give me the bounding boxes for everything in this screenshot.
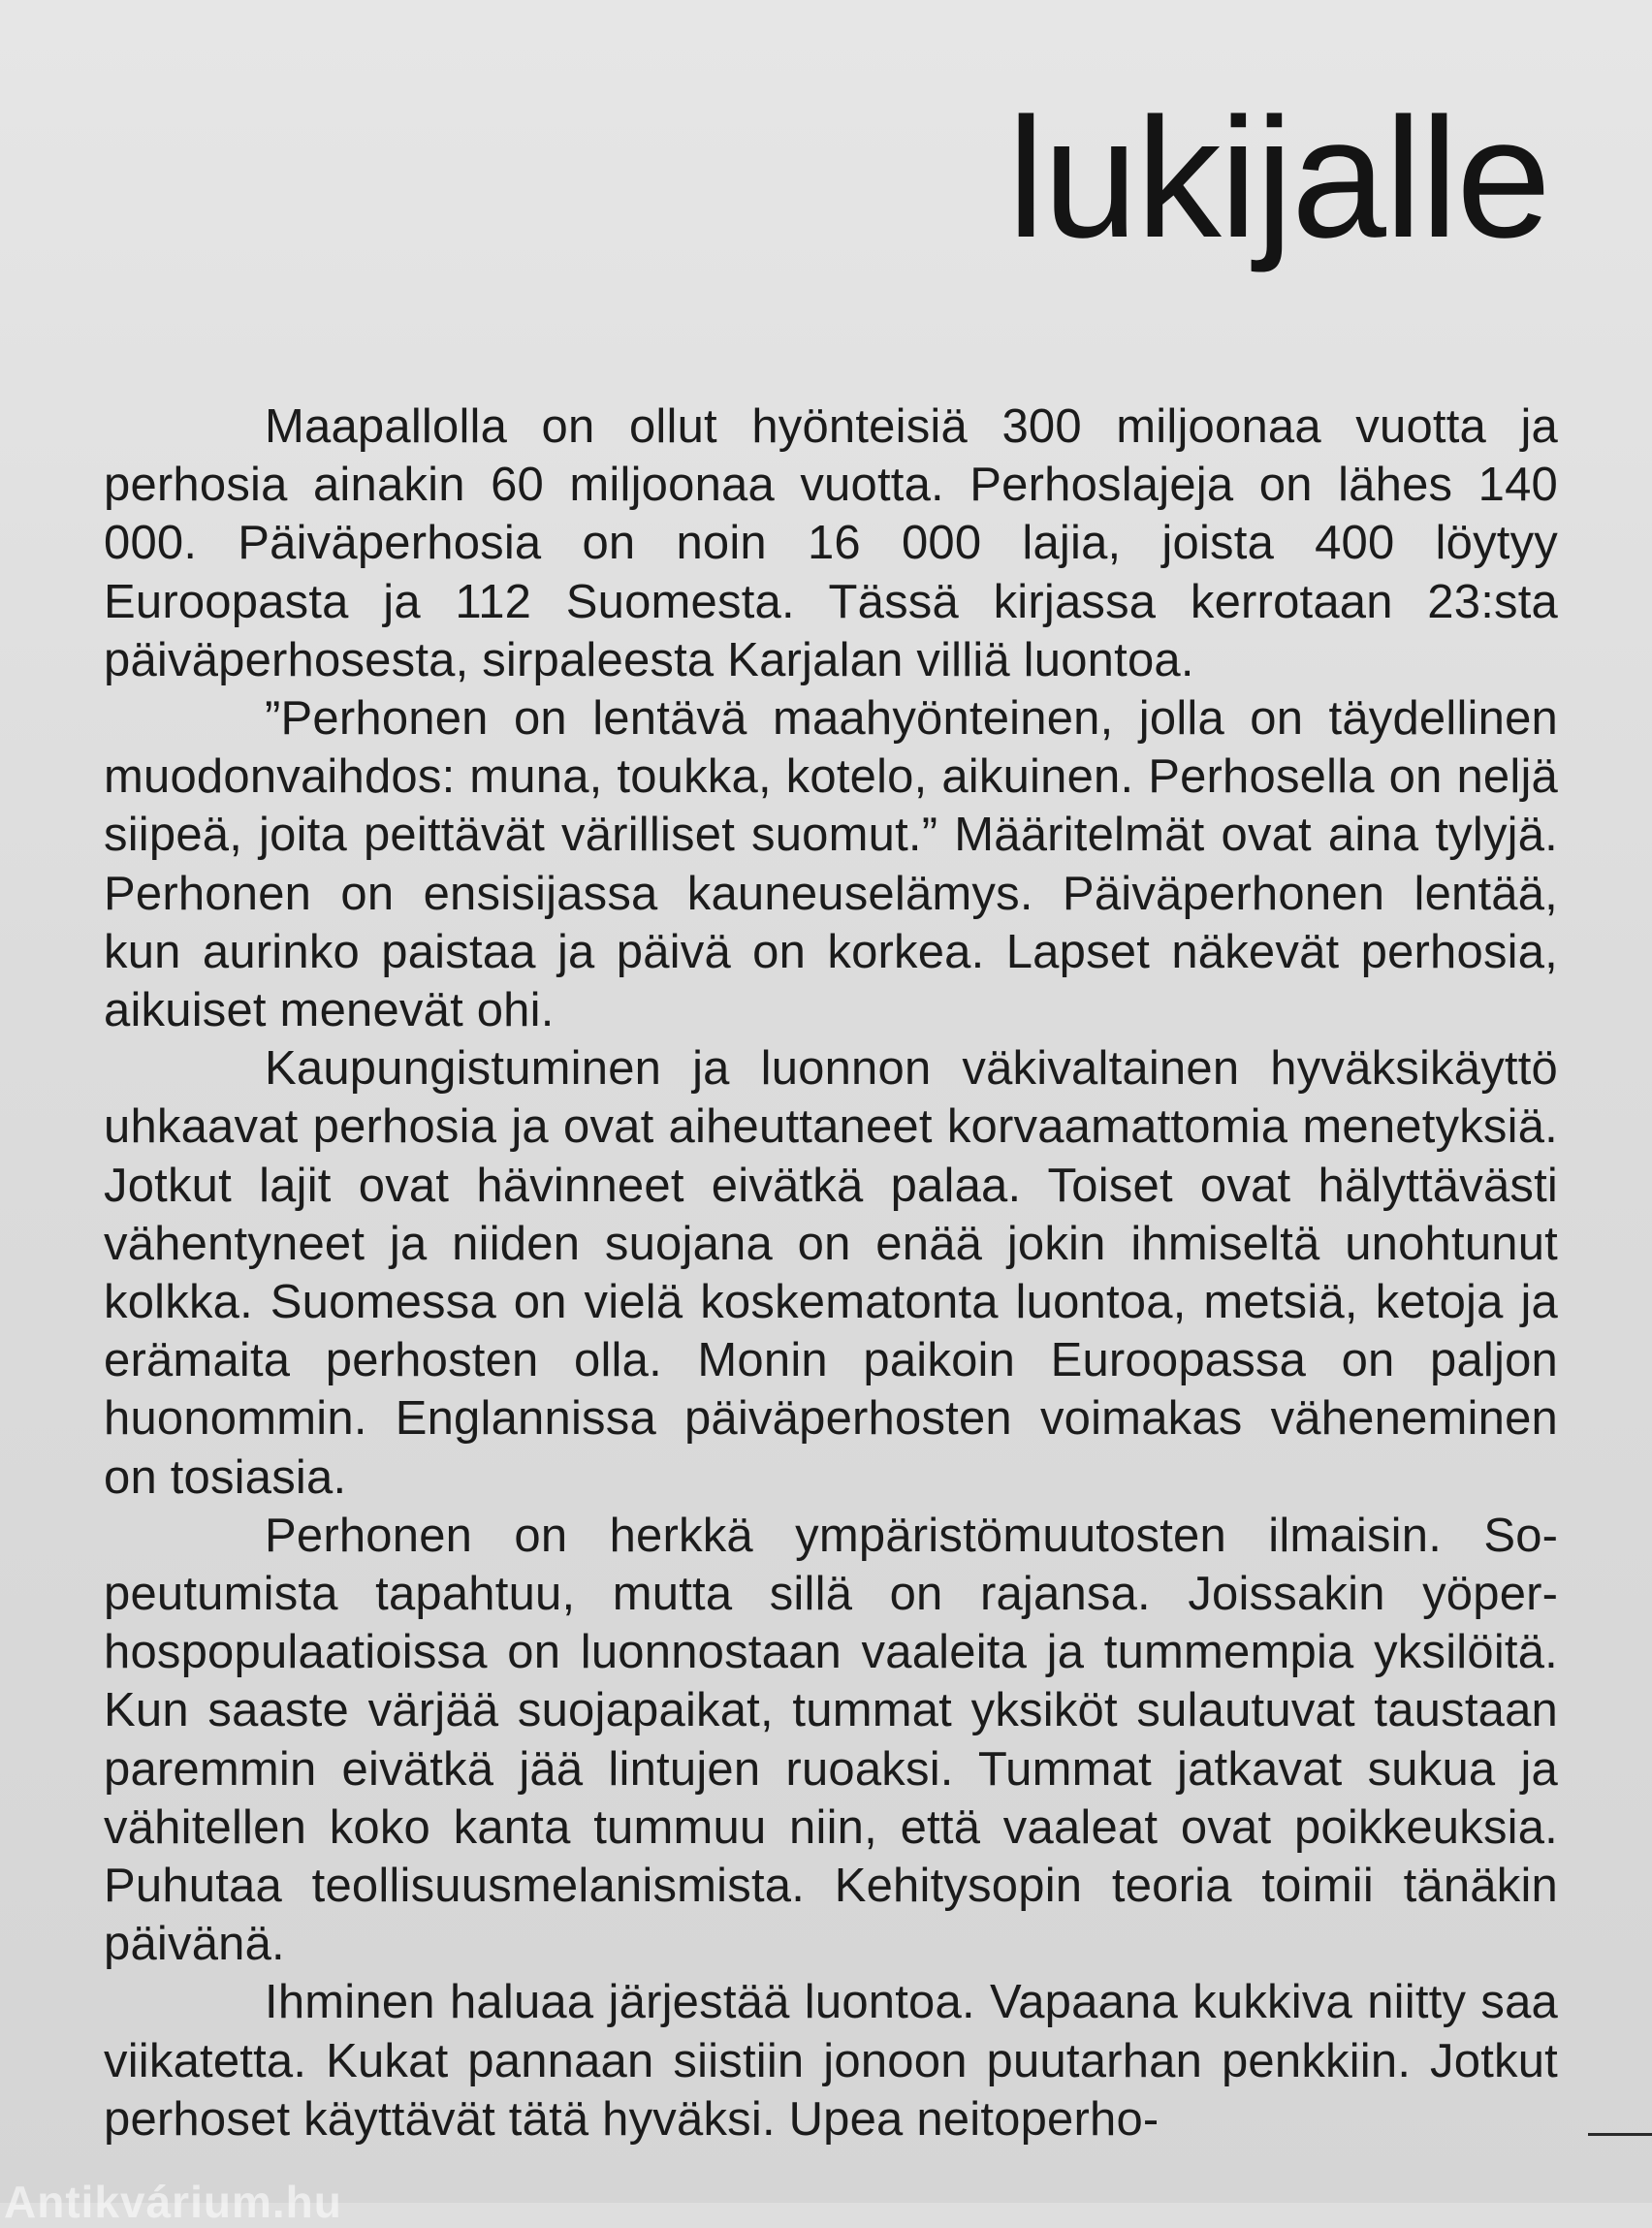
paragraph: Kaupungistuminen ja luonnon väkivaltainen hyväksikäyttö uhkaavat perhosia ja ovat aiheuttaneet korvaamattomia menetyksiä. Jotkut lajit ovat hävinneet eivätkä palaa. Toiset ovat hälyttävästi vähentyneet ja niiden suojana on enää jokin ihmiseltä unohtunut kolkka. Suomessa on vielä koskematonta luontoa, metsiä, ketoja ja erämaita perhosten olla. Monin paikoin Euroopassa on paljon huonommin. Englannissa päiväperhosten voimakas väheneminen on tosiasia.	[104, 1042, 1558, 1504]
paragraph: ”Perhonen on lentävä maahyönteinen, jolla on täydellinen muodonvaihdos: muna, toukka, kotelo, aikuinen. Perhosella on neljä siipeä, joita peittävät värilliset suomut.” Määritelmät ovat aina tylyjä. Perhonen on ensisijassa kauneuselämys. Päiväperhonen lentää, kun aurinko paistaa ja päivä on korkea. Lapset näkevät perhosia, aikuiset menevät ohi.	[104, 692, 1558, 1037]
paragraph: Perhonen on herkkä ympäristömuutosten ilmaisin. Sopeutumista tapahtuu, mutta sillä on rajansa. Joissakin yöperhospopulaatioissa on luonnostaan vaaleita ja tummempia yksilöitä. Kun saaste värjää suojapaikat, tummat yksiköt sulautuvat taustaan paremmin eivätkä jää lintujen ruoaksi. Tummat jatkavat sukua ja vähitellen koko kanta tummuu niin, että vaaleat ovat poikkeuksia. Puhutaa teollisuusmelanismista. Kehitysopin teoria toimii tänäkin päivänä.	[104, 1509, 1558, 1971]
page-title: lukijalle	[1006, 83, 1549, 273]
paragraph: Ihminen haluaa järjestää luontoa. Vapaana kukkiva niitty saa viikatetta. Kukat pannaan siistiin jonoon puutarhan penkkiin. Jotkut perhoset käyttävät tätä hyväksi. Upea neitoperho-	[104, 1976, 1558, 2146]
body-text	[104, 398, 1558, 2148]
watermark: Antikvárium.hu	[4, 2177, 342, 2227]
page-edge-mark	[1588, 2133, 1652, 2136]
paragraph: Maapallolla on ollut hyönteisiä 300 miljoonaa vuotta ja perhosia ainakin 60 miljoonaa vuotta. Perhoslajeja on lähes 140 000. Päiväperhosia on noin 16 000 lajia, joista 400 löytyy Euroopasta ja 112 Suomesta. Tässä kirjassa kerrotaan 23:sta päiväperhosesta, sirpaleesta Karjalan villiä luontoa.	[104, 400, 1558, 686]
